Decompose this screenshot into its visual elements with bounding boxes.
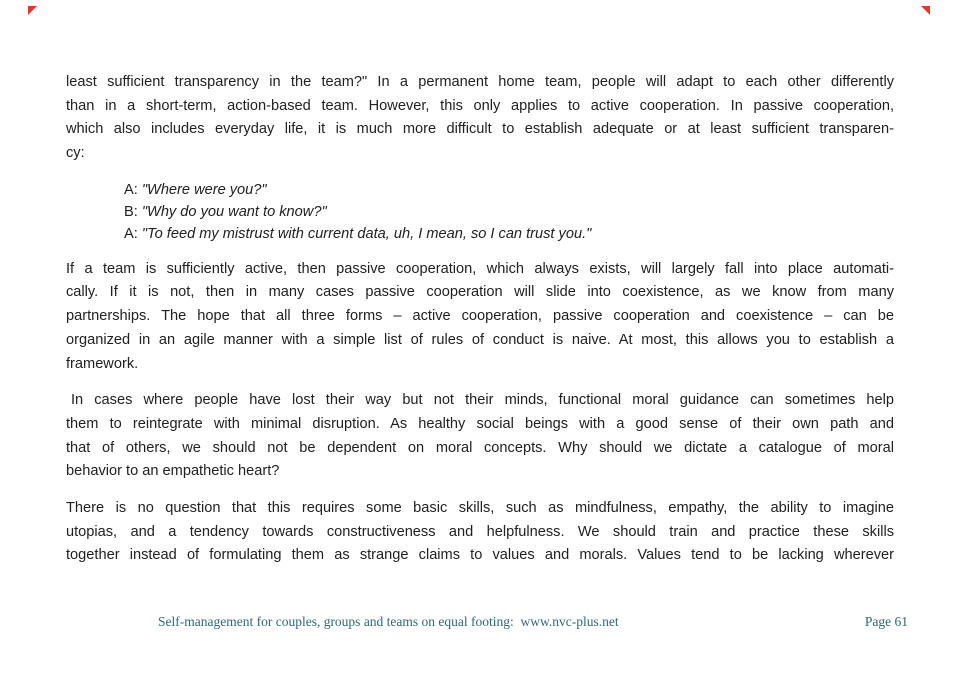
dialogue-line — [124, 201, 894, 223]
text-line: that of others, we should not be dependent on moral concepts. Why should we dictate a catalogue of moral — [66, 439, 894, 456]
text-line: In cases where people have lost their way but not their minds, functional moral guidance can sometimes help — [71, 392, 894, 409]
text-line: them to reintegrate with minimal disruption. As healthy social beings with a good sense of their own path and — [66, 415, 894, 432]
dialogue-speaker: B: — [124, 204, 138, 221]
dialogue-quote: "Why do you want to know?" — [141, 204, 327, 221]
corner-mark-left-icon — [28, 6, 37, 15]
text-line: If a team is sufficiently active, then passive cooperation, which always exists, will largely fall into place automati- — [66, 260, 894, 277]
paragraph-moral-guidance — [66, 389, 894, 484]
text-line: cy: — [66, 145, 85, 162]
dialogue-line — [124, 223, 894, 245]
page-content — [66, 71, 894, 581]
text-line: least sufficient transparency in the team?" In a permanent home team, people will adapt to each other differently — [66, 74, 894, 90]
dialogue-block — [124, 179, 894, 246]
paragraph-transparency — [66, 71, 894, 166]
paragraph-basic-skills — [66, 497, 894, 568]
text-line: organized in an agile manner with a simple list of rules of conduct is naive. At most, this allows you to establish a — [66, 331, 894, 348]
text-line: cally. If it is not, then in many cases passive cooperation will slide into coexistence, as we know from many — [66, 284, 894, 301]
dialogue-speaker: A: — [124, 181, 138, 198]
page-footer — [66, 614, 908, 630]
page-number: Page 61 — [864, 614, 908, 629]
text-line: There is no question that this requires some basic skills, such as mindfulness, empathy, the ability to imagine — [66, 500, 894, 517]
dialogue-line — [124, 179, 894, 201]
dialogue-quote: "To feed my mistrust with current data, uh, I mean, so I can trust you." — [141, 226, 592, 243]
text-line: which also includes everyday life, it is much more difficult to establish adequate or at least sufficient transparen- — [66, 121, 894, 138]
text-line: together instead of formulating them as strange claims to values and morals. Values tend to be lacking wherever — [66, 547, 894, 564]
text-line: behavior to an empathetic heart? — [66, 463, 280, 480]
text-line: than in a short-term, action-based team. However, this only applies to active cooperation. In passive cooperation, — [66, 97, 894, 114]
text-line: utopias, and a tendency towards constructiveness and helpfulness. We should train and practice these skills — [66, 523, 894, 540]
dialogue-quote: "Where were you?" — [141, 181, 267, 198]
corner-mark-right-icon — [921, 6, 930, 15]
footer-text: Self-management for couples, groups and teams on equal footing: www.nvc-plus.net — [158, 614, 619, 629]
text-line: partnerships. The hope that all three forms – active cooperation, passive cooperation and coexistence – can be — [66, 308, 894, 325]
text-line: framework. — [66, 355, 139, 372]
paragraph-cooperation-forms — [66, 258, 894, 377]
dialogue-speaker: A: — [124, 226, 138, 243]
